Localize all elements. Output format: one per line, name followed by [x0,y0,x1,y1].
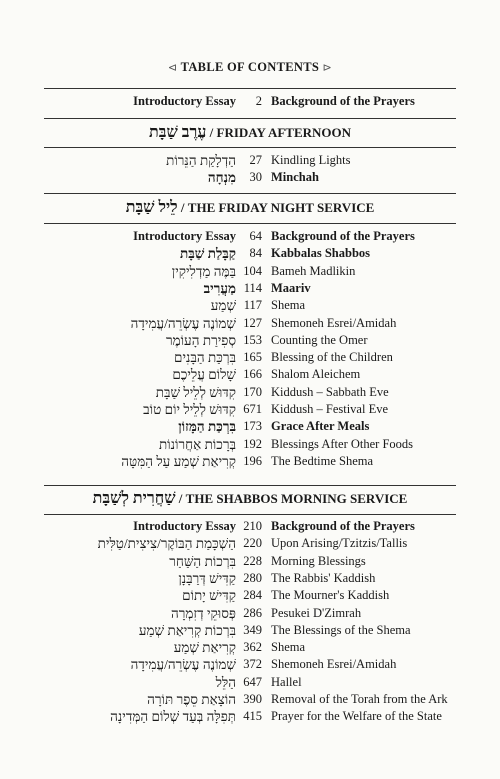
toc-left-label: קְרִיאַת שְׁמַע עַל הַמִּטָּה [121,453,236,469]
section-heading-separator: / [177,200,188,215]
toc-left-label: קִדּוּשׁ לְלֵיל יוֹם טוֹב [143,402,236,417]
toc-right-label: Kindling Lights [271,153,351,167]
toc-left-label: קִדּוּשׁ לְלֵיל שַׁבָּת [155,384,236,400]
toc-left-label: בִּרְכַּת הַבָּנִים [174,350,236,366]
toc-right-label: The Mourner's Kaddish [271,588,390,603]
section-heading [44,490,456,508]
toc-left-label: Introductory Essay [133,229,236,243]
toc-page-number: 349 [243,622,262,637]
toc-row[interactable] [44,588,456,605]
toc-page-number: 192 [243,436,262,451]
toc-right-label: Shemoneh Esrei/Amidah [271,315,397,330]
toc-page-number: 114 [243,280,262,295]
toc-left-label: הוֹצָאַת סֵפֶר תּוֹרָה [147,692,236,707]
toc-row[interactable] [44,350,456,367]
toc-page-number: 390 [243,692,262,706]
toc-row[interactable] [44,536,456,553]
toc-page-number: 228 [243,553,262,568]
toc-row[interactable] [44,419,456,436]
left-ornament-icon: ⊲ [167,62,178,74]
toc-right-label: Prayer for the Welfare of the State [271,709,442,724]
toc-right-label: Morning Blessings [271,553,366,568]
toc-left-label: בִּרְכוֹת הַשַּׁחַר [169,553,236,569]
toc-right-label: Background of the Prayers [271,229,415,243]
toc-page-number: 2 [255,94,262,108]
toc-left-label: פְּסוּקֵי דְזִמְרָה [170,605,236,621]
toc-row[interactable] [44,402,456,419]
toc-right-label: Removal of the Torah from the Ark [271,692,448,706]
section-heading-english: THE SHABBOS MORNING SERVICE [185,491,408,506]
toc-page-number: 372 [243,657,262,672]
section-heading-hebrew: עֶרֶב שַׁבָּת [148,124,207,141]
toc-page-number: 153 [243,332,262,347]
toc-left-label: בִּרְכַּת הַמָּזוֹן [178,419,236,435]
page-title-text: TABLE OF CONTENTS [180,60,320,74]
toc-row[interactable] [44,170,456,187]
toc-page-number: 127 [243,315,262,330]
toc-right-label: Blessing of the Children [271,350,393,365]
toc-left-label: בַּמֶּה מַדְלִיקִין [171,263,236,279]
toc-right-label: Minchah [271,170,319,185]
toc-right-label: Maariv [271,280,311,295]
toc-right-label: Kiddush – Festival Eve [271,402,389,416]
toc-row[interactable] [44,264,456,281]
toc-left-label: שְׁמוֹנֶה עֶשְׂרֵה/עֲמִידָה [130,657,236,673]
section-heading [44,124,456,142]
toc-left-label: קַדִּישׁ דְּרַבָּנָן [178,570,236,586]
toc-left-label: הַשְׁכָּמַת הַבּוֹקֶר/צִיצִית/טַלִּית [97,536,236,552]
toc-page-number: 210 [243,519,262,533]
toc-right-label: Pesukei D'Zimrah [271,605,362,620]
toc-page-number: 362 [243,640,262,655]
toc-row[interactable] [44,153,456,170]
toc-page-number: 166 [243,367,262,382]
toc-right-label: Shema [271,298,306,313]
toc-page-number: 84 [249,246,262,261]
divider [44,485,456,486]
divider [44,514,456,515]
toc-row[interactable] [44,316,456,333]
toc-left-label: Introductory Essay [133,519,236,533]
toc-left-label: הַלֵּל [215,674,236,690]
toc-row[interactable] [44,281,456,298]
toc-page-number: 286 [243,605,262,620]
toc-row[interactable] [44,571,456,588]
toc-page-number: 165 [243,350,262,365]
divider [44,193,456,194]
toc-row[interactable] [44,94,456,111]
toc-page-number: 173 [243,419,262,434]
toc-row[interactable] [44,519,456,536]
toc-right-label: Background of the Prayers [271,94,415,108]
toc-right-label: The Blessings of the Shema [271,622,411,637]
toc-right-label: Grace After Meals [271,419,370,434]
toc-row[interactable] [44,229,456,246]
toc-left-label: קַדִּישׁ יָתוֹם [182,588,236,604]
toc-row[interactable] [44,246,456,263]
toc-row[interactable] [44,709,456,726]
section-heading-english: THE FRIDAY NIGHT SERVICE [187,200,375,215]
toc-row[interactable] [44,385,456,402]
toc-page-number: 196 [243,453,262,468]
toc-page-number: 27 [249,153,262,167]
toc-page-number: 280 [243,570,262,585]
toc-left-label: Introductory Essay [133,94,236,108]
toc-left-label: קְרִיאַת שְׁמַע [173,640,236,656]
toc-right-label: Background of the Prayers [271,519,415,533]
toc-right-label: Bameh Madlikin [271,263,356,278]
toc-row[interactable] [44,367,456,384]
toc-left-label: קַבָּלַת שַׁבָּת [180,246,236,262]
toc-row[interactable] [44,606,456,623]
toc-right-label: Upon Arising/Tzitzis/Tallis [271,536,408,551]
toc-right-label: Shalom Aleichem [271,367,361,382]
toc-right-label: Kabbalas Shabbos [271,246,371,261]
toc-right-label: Hallel [271,674,302,689]
toc-page-number: 671 [243,402,262,416]
section-heading-english: FRIDAY AFTERNOON [216,125,351,140]
toc-row[interactable] [44,298,456,315]
divider [44,118,456,119]
toc-left-label: הַדְלָקַת הַנֵּרוֹת [166,153,236,168]
toc-left-label: שְׁמוֹנֶה עֶשְׂרֵה/עֲמִידָה [130,315,236,331]
toc-left-label: מִנְחָה [207,170,236,186]
toc-row[interactable] [44,640,456,657]
toc-page-number: 647 [243,674,262,689]
toc-left-label: בְּרָכוֹת אַחֲרוֹנוֹת [158,436,236,452]
toc-page-number: 284 [243,588,262,603]
toc-page-number: 104 [243,263,262,278]
toc-row[interactable] [44,692,456,709]
right-ornament-icon: ⊳ [322,62,333,74]
toc-row[interactable] [44,333,456,350]
toc-right-label: Kiddush – Sabbath Eve [271,384,389,399]
page-title [0,60,500,75]
toc-right-label: Shemoneh Esrei/Amidah [271,657,397,672]
toc-page-number: 415 [243,709,262,724]
divider [44,88,456,89]
toc-left-label: שָׁלוֹם עֲלֵיכֶם [172,367,236,383]
toc-row[interactable] [44,554,456,571]
toc-row[interactable] [44,454,456,471]
toc-row[interactable] [44,437,456,454]
toc-page-number: 30 [249,170,262,185]
toc-right-label: Shema [271,640,306,655]
section-heading [44,199,456,217]
toc-row[interactable] [44,657,456,674]
toc-row[interactable] [44,675,456,692]
toc-left-label: מַעֲרִיב [203,280,236,296]
toc-right-label: Blessings After Other Foods [271,436,414,451]
toc-page-number: 170 [243,384,262,399]
toc-row[interactable] [44,623,456,640]
toc-left-label: סְפִירַת הָעוֹמֶר [165,332,236,348]
toc-right-label: The Rabbis' Kaddish [271,570,376,585]
section-heading-hebrew: שַׁחֲרִית לְשַׁבָּת [92,490,176,507]
toc-left-label: שְׁמַע [210,298,236,314]
divider [44,223,456,224]
section-heading-hebrew: לֵיל שַׁבָּת [125,199,178,216]
toc-right-label: Counting the Omer [271,332,368,347]
divider [44,147,456,148]
toc-page-number: 117 [243,298,262,313]
toc-left-label: בִּרְכוֹת קְרִיאַת שְׁמַע [138,622,236,638]
toc-page-number: 64 [249,229,262,243]
section-heading-separator: / [206,125,217,140]
section-heading-separator: / [175,491,186,506]
toc-page-number: 220 [243,536,262,551]
toc-right-label: The Bedtime Shema [271,453,374,468]
toc-left-label: תְּפִלָּה בְּעַד שְׁלוֹם הַמְּדִינָה [110,709,236,725]
